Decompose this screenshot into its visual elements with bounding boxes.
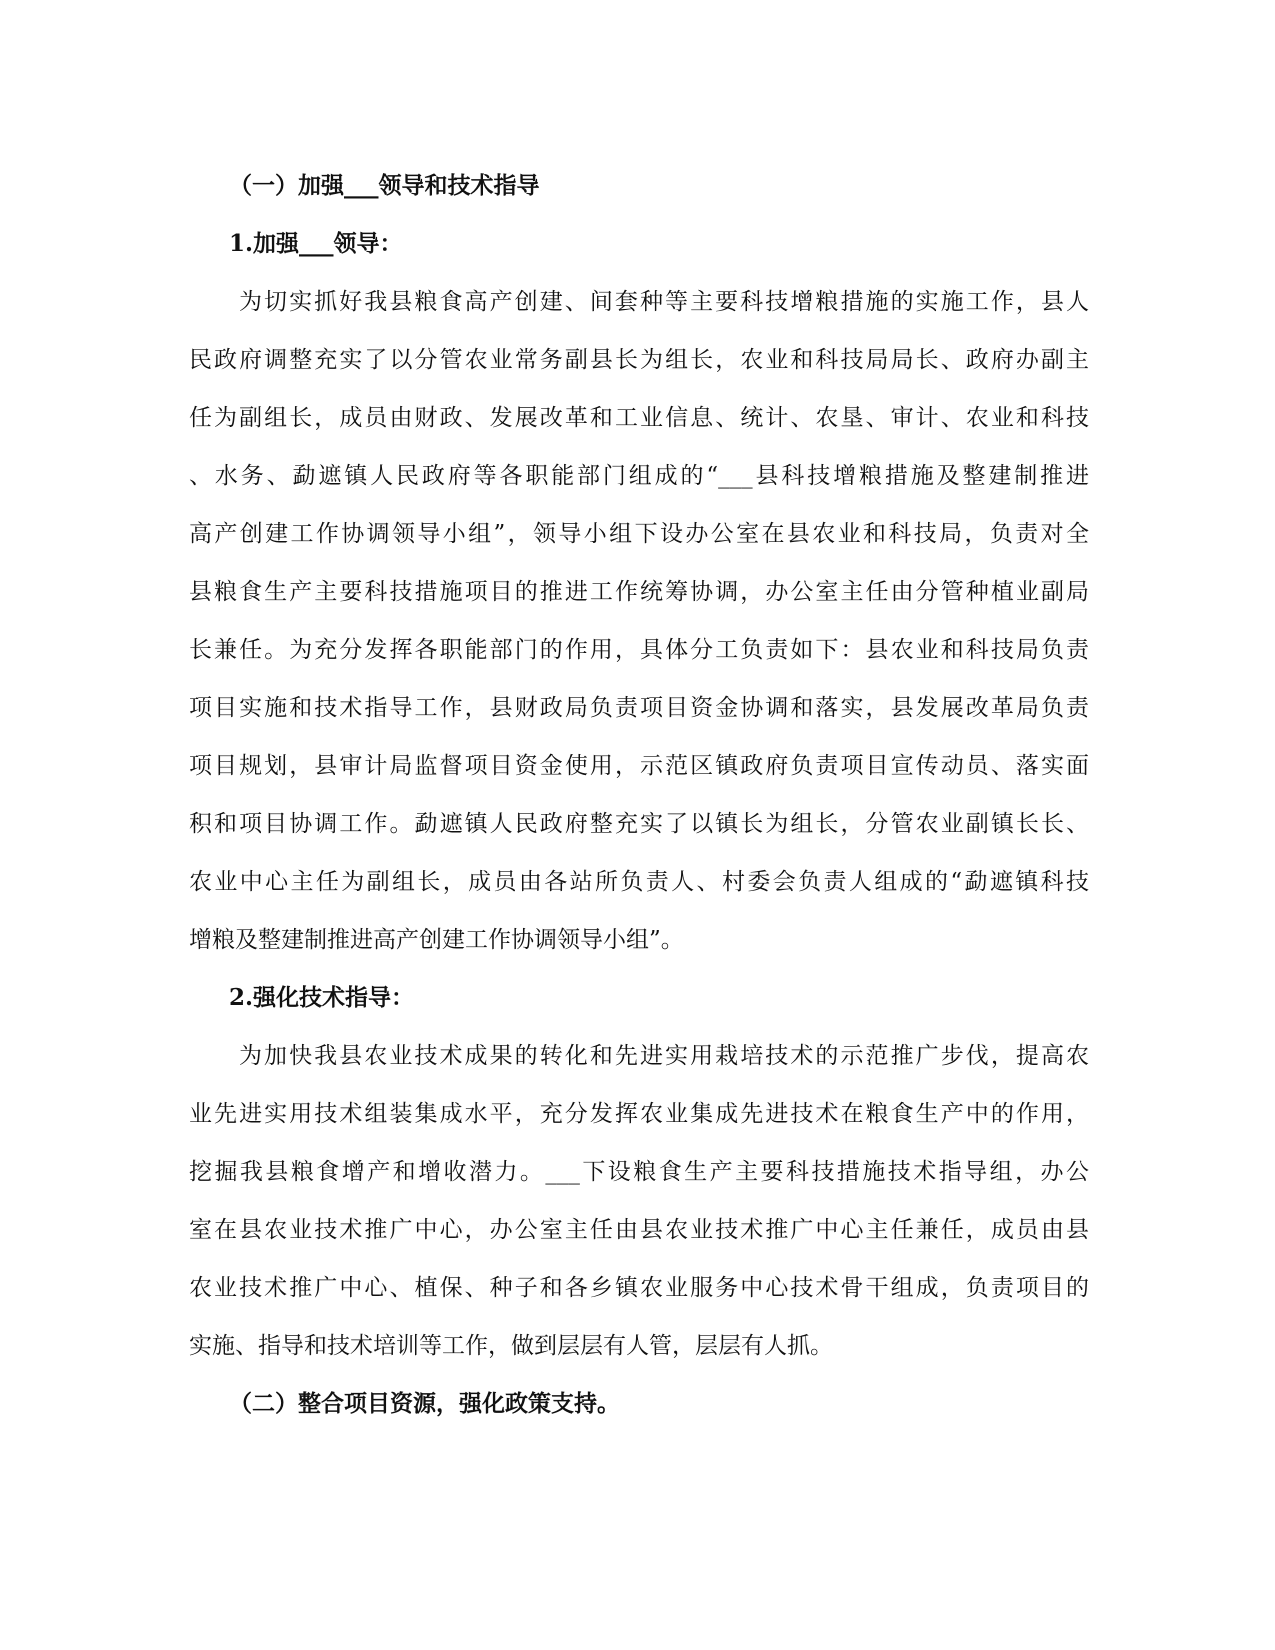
paragraph-line: 民政府调整充实了以分管农业常务副县长为组长，农业和科技局局长、政府办副主	[189, 347, 1089, 373]
section-heading-1: （一）加强___领导和技术指导	[229, 172, 540, 199]
paragraph-line: 室在县农业技术推广中心，办公室主任由县农业技术推广中心主任兼任，成员由县	[189, 1217, 1089, 1243]
paragraph-line: 增粮及整建制推进高产创建工作协调领导小组”。	[189, 927, 684, 953]
paragraph-line: 积和项目协调工作。勐遮镇人民政府整充实了以镇长为组长，分管农业副镇长长、	[189, 811, 1089, 837]
paragraph-line: 任为副组长，成员由财政、发展改革和工业信息、统计、农垦、审计、农业和科技	[189, 405, 1089, 431]
subsection-heading-1-1: 1.加强___领导：	[229, 230, 403, 257]
paragraph-line: 县粮食生产主要科技措施项目的推进工作统筹协调，办公室主任由分管种植业副局	[189, 579, 1089, 605]
section-heading-2: （二）整合项目资源，强化政策支持。	[229, 1390, 620, 1417]
paragraph-line: 为切实抓好我县粮食高产创建、间套种等主要科技增粮措施的实施工作，县人	[239, 289, 1089, 315]
paragraph-line: 农业技术推广中心、植保、种子和各乡镇农业服务中心技术骨干组成，负责项目的	[189, 1275, 1089, 1301]
paragraph-line: 农业中心主任为副组长，成员由各站所负责人、村委会负责人组成的“勐遮镇科技	[189, 869, 1089, 895]
subsection-heading-1-2: 2.强化技术指导：	[229, 984, 415, 1011]
paragraph-line: 业先进实用技术组装集成水平，充分发挥农业集成先进技术在粮食生产中的作用，	[189, 1101, 1089, 1127]
paragraph-line: 为加快我县农业技术成果的转化和先进实用栽培技术的示范推广步伐，提高农	[239, 1043, 1089, 1069]
paragraph-line: 长兼任。为充分发挥各职能部门的作用，具体分工负责如下：县农业和科技局负责	[189, 637, 1089, 663]
paragraph-line: 、水务、勐遮镇人民政府等各职能部门组成的“___县科技增粮措施及整建制推进	[189, 463, 1089, 489]
paragraph-line: 挖掘我县粮食增产和增收潜力。___下设粮食生产主要科技措施技术指导组，办公	[189, 1159, 1089, 1185]
paragraph-line: 项目规划，县审计局监督项目资金使用，示范区镇政府负责项目宣传动员、落实面	[189, 753, 1089, 779]
paragraph-line: 高产创建工作协调领导小组”，领导小组下设办公室在县农业和科技局，负责对全	[189, 521, 1089, 547]
paragraph-line: 项目实施和技术指导工作，县财政局负责项目资金协调和落实，县发展改革局负责	[189, 695, 1089, 721]
paragraph-line: 实施、指导和技术培训等工作，做到层层有人管，层层有人抓。	[189, 1333, 833, 1359]
